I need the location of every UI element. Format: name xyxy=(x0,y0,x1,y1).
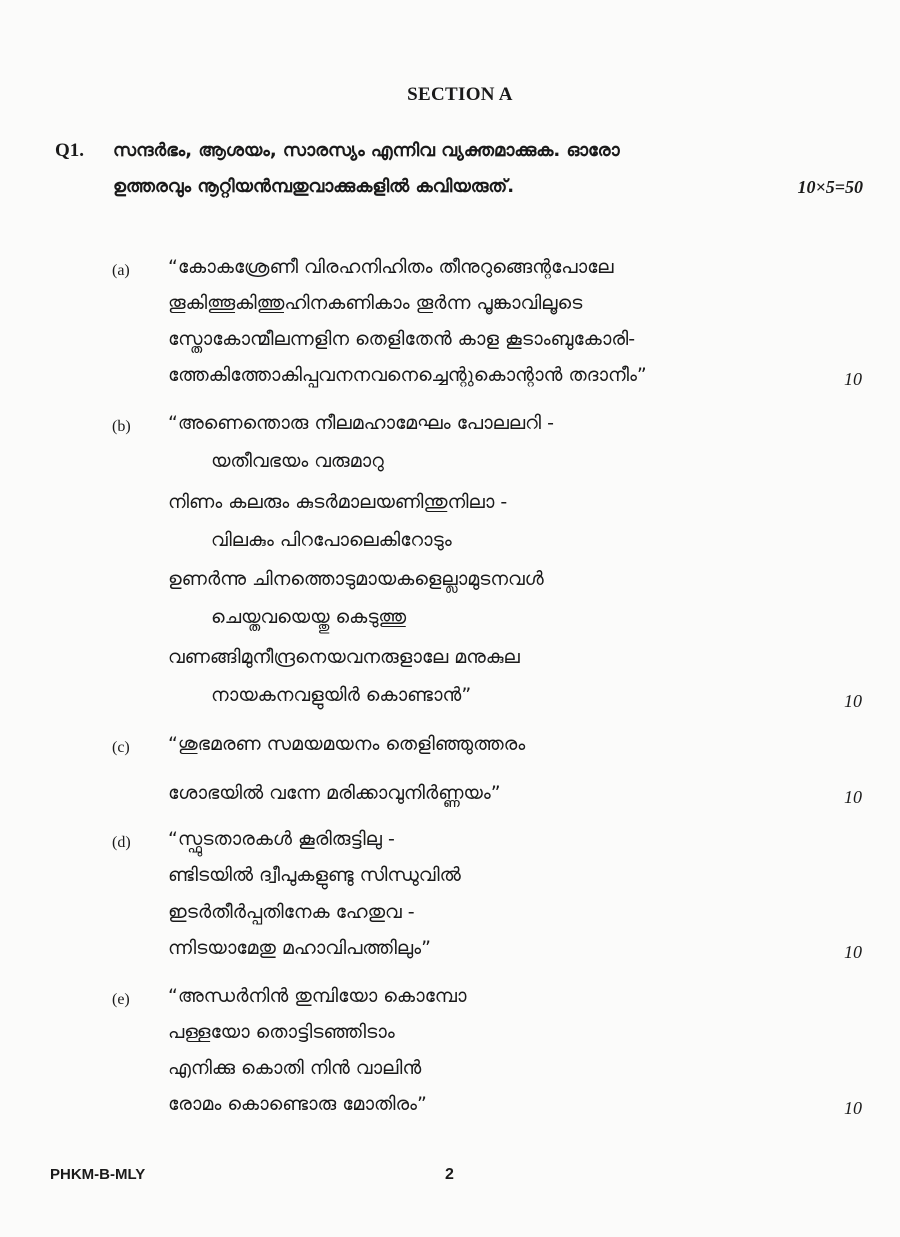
verse-line: പള്ളയോ തൊട്ടിടഞ്ഞിടാം xyxy=(168,1021,395,1043)
verse-line: ന്നിടയാമേതു മഹാവിപത്തിലും” xyxy=(168,937,431,959)
item-marks-b: 10 xyxy=(844,691,862,711)
verse-line: നായകനവളുയിർ കൊണ്ടാൻ” xyxy=(211,684,472,706)
verse-line: യതീവഭയം വരുമാറു xyxy=(211,450,384,472)
verse-line: തൂകിത്തൂകിത്തുഹിനകണികാം തൂർന്ന പൂങ്കാവിലൂടെ xyxy=(168,292,583,314)
section-title: SECTION A xyxy=(407,84,513,105)
item-marks-a: 10 xyxy=(844,369,862,389)
page-number: 2 xyxy=(445,1166,454,1183)
verse-line: ത്തേകിത്തോകിപ്പവനനവനെച്ചെന്റുകൊന്റാൻ തദാനീം” xyxy=(168,364,647,386)
question-number: Q1. xyxy=(55,140,85,161)
verse-line: ചെയ്തവയെയ്തു കെടുത്തു xyxy=(211,606,407,628)
verse-line: “സ്ഫുടതാരകൾ കൂരിരുട്ടിലു - xyxy=(168,828,395,850)
verse-line: നിണം കലരും കുടർമാലയണിന്തുനിലാ - xyxy=(168,491,508,513)
verse-line: രോമം കൊണ്ടൊരു മോതിരം” xyxy=(168,1093,427,1115)
verse-line: ണ്ടിടയിൽ ദ്വീപുകളുണ്ടു സിന്ധുവിൽ xyxy=(168,864,461,886)
item-label-c: (c) xyxy=(112,739,130,756)
question-instruction-line-1: സന്ദർഭം, ആശയം, സാരസ്യം എന്നിവ വ്യക്തമാക്കുക. ഓരോ xyxy=(113,140,620,161)
verse-line: “ശുഭമരണ സമയമയനം തെളിഞ്ഞുത്തരം xyxy=(168,733,526,755)
verse-line: “അന്ധർനിൻ തുമ്പിയോ കൊമ്പോ xyxy=(168,985,467,1007)
verse-line: സ്തോകോന്മീലന്നളിന തെളിതേൻ കാള കൂടാംബുകോരി- xyxy=(168,328,636,350)
verse-line: വിലകും പിറപോലെകിറോടും xyxy=(211,529,452,551)
verse-line: ഇടർതീർപ്പതിനേക ഹേതുവ - xyxy=(168,901,415,923)
paper-code: PHKM-B-MLY xyxy=(50,1166,146,1183)
item-label-d: (d) xyxy=(112,834,131,851)
verse-line: ഉണർന്നു ചിനത്തൊടുമായകളെല്ലാമുടനവൾ xyxy=(168,568,544,590)
item-label-e: (e) xyxy=(112,991,130,1008)
question-total-marks: 10×5=50 xyxy=(797,177,863,197)
item-label-a: (a) xyxy=(112,262,130,279)
verse-line: വണങ്ങിമുനീന്ദ്രനെയവനരുളാലേ മനുകുല xyxy=(168,646,520,668)
item-marks-d: 10 xyxy=(844,942,862,962)
verse-line: “അണെന്തൊരു നീലമഹാമേഘം പോലലറി - xyxy=(168,412,554,434)
verse-line: “കോകശ്രേണീ വിരഹനിഹിതം തീനുറുങ്ങെന്റപോലേ xyxy=(168,256,614,278)
verse-line: എനിക്കു കൊതി നിൻ വാലിൻ xyxy=(168,1057,422,1079)
item-marks-c: 10 xyxy=(844,787,862,807)
verse-line: ശോഭയിൽ വന്നേ മരിക്കാവുനിർണ്ണയം” xyxy=(168,782,501,804)
question-instruction-line-2: ഉത്തരവും നൂറ്റിയൻമ്പതുവാക്കുകളിൽ കവിയരുത്. xyxy=(113,176,515,197)
item-marks-e: 10 xyxy=(844,1098,862,1118)
item-label-b: (b) xyxy=(112,418,131,435)
